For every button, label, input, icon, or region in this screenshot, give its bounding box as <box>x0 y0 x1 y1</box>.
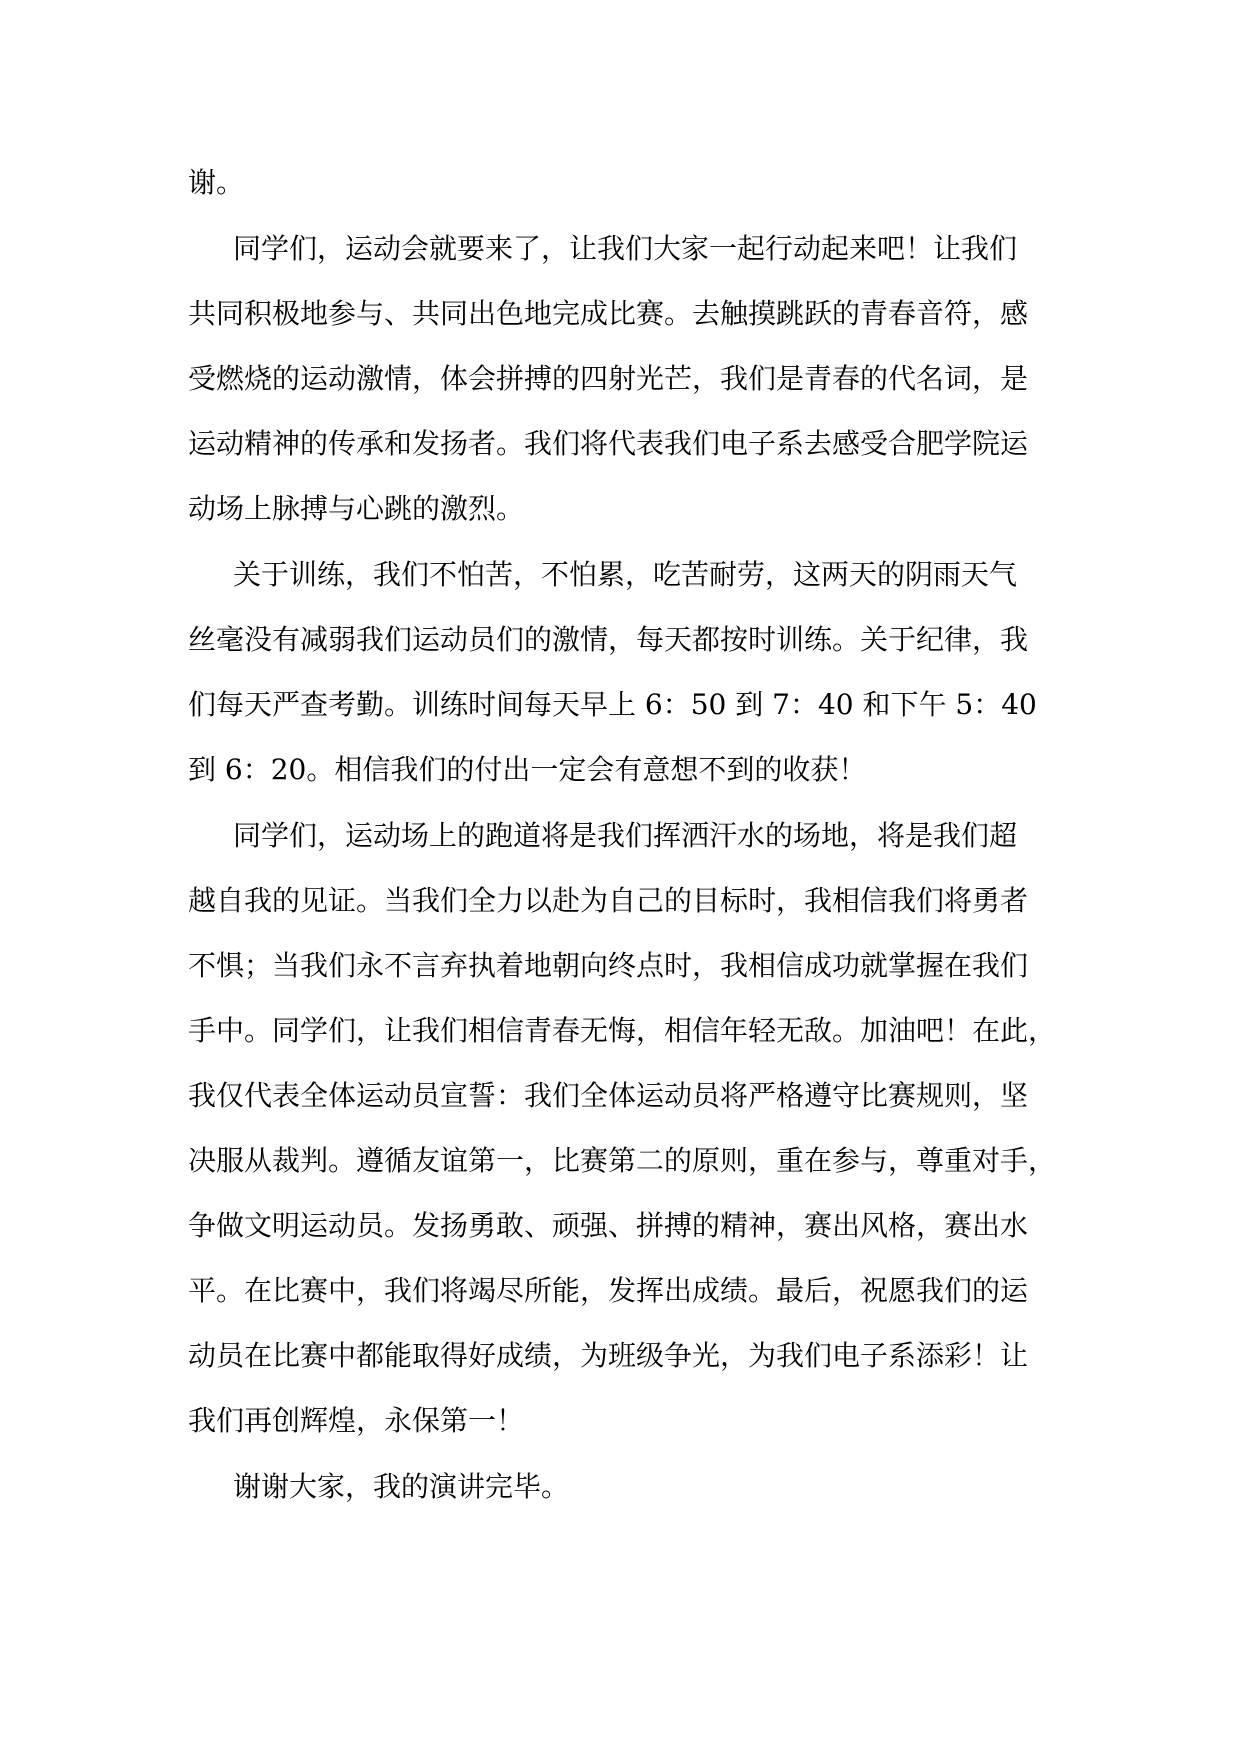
paragraph-3-line: 我们再创辉煌，永保第一！ <box>188 1404 525 1437</box>
text-line: 谢。 <box>188 166 245 199</box>
paragraph-1-line: 动场上脉搏与心跳的激烈。 <box>188 492 525 525</box>
paragraph-1-line: 受燃烧的运动激情，体会拼搏的四射光芒，我们是青春的代名词，是 <box>188 362 1029 395</box>
paragraph-3-line: 越自我的见证。当我们全力以赴为自己的目标时，我相信我们将勇者 <box>188 884 1029 917</box>
paragraph-3-line: 争做文明运动员。发扬勇敢、顽强、拼搏的精神，赛出风格，赛出水 <box>188 1209 1029 1242</box>
paragraph-3-line: 同学们，运动场上的跑道将是我们挥洒汗水的场地，将是我们超 <box>233 819 1018 852</box>
paragraph-3-line: 不惧；当我们永不言弃执着地朝向终点时，我相信成功就掌握在我们 <box>188 949 1029 982</box>
paragraph-1-line: 同学们，运动会就要来了，让我们大家一起行动起来吧！让我们 <box>233 232 1018 265</box>
paragraph-1-line: 共同积极地参与、共同出色地完成比赛。去触摸跳跃的青春音符，感 <box>188 297 1029 330</box>
closing-line: 谢谢大家，我的演讲完毕。 <box>233 1470 570 1503</box>
paragraph-2-line: 到 6：20。相信我们的付出一定会有意想不到的收获！ <box>188 753 867 786</box>
paragraph-2-line: 关于训练，我们不怕苦，不怕累，吃苦耐劳，这两天的阴雨天气 <box>233 558 1018 591</box>
paragraph-2-line: 丝毫没有减弱我们运动员们的激情，每天都按时训练。关于纪律，我 <box>188 623 1029 656</box>
paragraph-1-line: 运动精神的传承和发扬者。我们将代表我们电子系去感受合肥学院运 <box>188 427 1029 460</box>
paragraph-3-line: 动员在比赛中都能取得好成绩，为班级争光，为我们电子系添彩！让 <box>188 1339 1029 1372</box>
paragraph-3-line: 平。在比赛中，我们将竭尽所能，发挥出成绩。最后，祝愿我们的运 <box>188 1274 1029 1307</box>
paragraph-2-line: 们每天严查考勤。训练时间每天早上 6：50 到 7：40 和下午 5：40 <box>188 688 1037 721</box>
paragraph-3-line: 手中。同学们，让我们相信青春无悔，相信年轻无敌。加油吧！在此， <box>188 1014 1057 1047</box>
paragraph-3-line: 决服从裁判。遵循友谊第一，比赛第二的原则，重在参与，尊重对手， <box>188 1144 1057 1177</box>
paragraph-3-line: 我仅代表全体运动员宣誓：我们全体运动员将严格遵守比赛规则，坚 <box>188 1079 1029 1112</box>
